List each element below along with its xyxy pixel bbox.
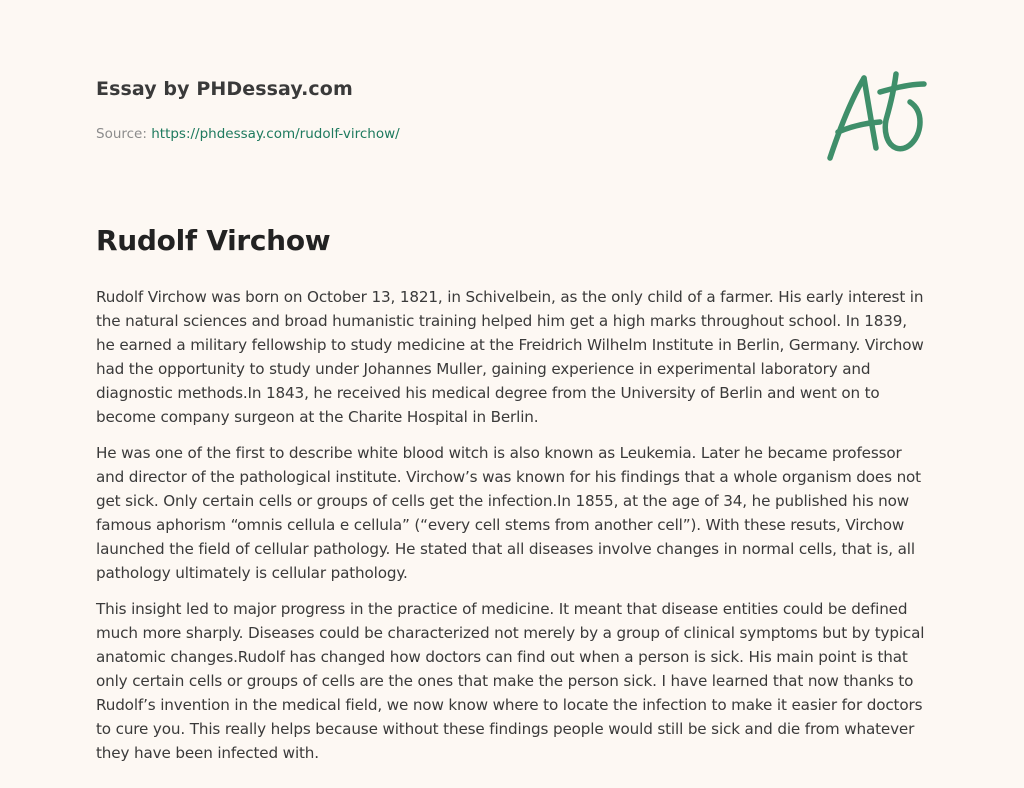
source-label: Source: <box>96 126 147 142</box>
article-title: Rudolf Virchow <box>96 224 331 257</box>
source-line <box>96 126 796 142</box>
header <box>96 78 796 142</box>
a-plus-logo-icon <box>822 66 930 166</box>
source-link[interactable]: https://phdessay.com/rudolf-virchow/ <box>151 126 400 142</box>
site-brand: Essay by PHDessay.com <box>96 78 353 100</box>
article-paragraph: This insight led to major progress in the practice of medicine. It meant that disease entities could be defined much more sharply. Diseases could be characterized not merely by a group of clinical symptoms but by typical anatomic changes.Rudolf has changed how doctors can find out when a person is sick. His main point is that only certain cells or groups of cells are the ones that make the person sick. I have learned that now thanks to Rudolf’s invention in the medical field, we now know where to locate the infection to make it easier for doctors to cure you. This really helps because without these findings people would still be sick and die from whatever they have been infected with. <box>96 600 925 762</box>
article-paragraph: Rudolf Virchow was born on October 13, 1821, in Schivelbein, as the only child of a farmer. His early interest in the natural sciences and broad humanistic training helped him get a high marks throughout school. In 1839, he earned a military fellowship to study medicine at the Freidrich Wilhelm Institute in Berlin, Germany. Virchow had the opportunity to study under Johannes Muller, gaining experience in experimental laboratory and diagnostic methods.In 1843, he received his medical degree from the University of Berlin and went on to become company surgeon at the Charite Hospital in Berlin. <box>96 288 924 426</box>
article-paragraph: He was one of the first to describe white blood witch is also known as Leukemia. Later he became professor and director of the pathological institute. Virchow’s was known for his findings that a whole organism does not get sick. Only certain cells or groups of cells get the infection.In 1855, at the age of 34, he published his now famous aphorism “omnis cellula e cellula” (“every cell stems from another cell”). With these resuts, Virchow launched the field of cellular pathology. He stated that all diseases involve changes in normal cells, that is, all pathology ultimately is cellular pathology. <box>96 444 921 582</box>
article-body <box>96 285 926 777</box>
